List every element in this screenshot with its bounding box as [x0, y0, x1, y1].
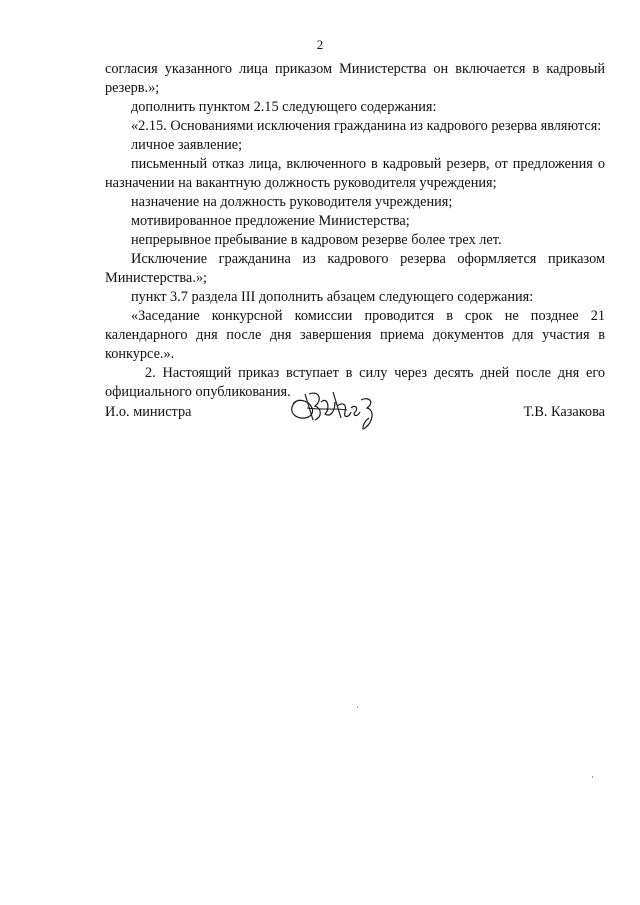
signature-block — [105, 378, 605, 438]
handwritten-signature — [285, 378, 381, 436]
list-item-appointment: назначение на должность руководителя учреждения; — [131, 194, 453, 210]
scan-speck — [592, 776, 593, 778]
paragraph-2-15-intro: «2.15. Основаниями исключения гражданина из кадрового резерва являются: — [131, 118, 602, 134]
scan-speck — [357, 706, 358, 708]
paragraph-exclusion-order: Исключение гражданина из кадрового резерва оформляется приказом Министерства.»; — [105, 251, 605, 286]
list-item-personal-statement: личное заявление; — [131, 137, 243, 153]
list-item-three-years: непрерывное пребывание в кадровом резерве более трех лет. — [131, 232, 502, 248]
list-item-ministry-proposal: мотивированное предложение Министерства; — [131, 213, 410, 229]
page-number: 2 — [316, 37, 324, 52]
signatory-name: Т.В. Казакова — [523, 404, 605, 420]
paragraph-commission-meeting: «Заседание конкурсной комиссии проводится в срок не позднее 21 календарного дня после дня завершения приема документов для участия в конкурсе.». — [105, 308, 605, 362]
signatory-position: И.о. министра — [105, 404, 192, 420]
document-body — [105, 60, 605, 402]
paragraph-continuation: согласия указанного лица приказом Министерства он включается в кадровый резерв.»; — [105, 61, 605, 96]
paragraph-amend-3-7: пункт 3.7 раздела III дополнить абзацем следующего содержания: — [131, 289, 534, 305]
paragraph-amend-2-15: дополнить пунктом 2.15 следующего содержания: — [131, 99, 437, 115]
paragraph-effective-date: 2. Настоящий приказ вступает в силу через десять дней после дня его официального опубликования. — [105, 365, 605, 400]
list-item-written-refusal: письменный отказ лица, включенного в кадровый резерв, от предложения о назначении на вакантную должность руководителя учреждения; — [105, 156, 605, 191]
